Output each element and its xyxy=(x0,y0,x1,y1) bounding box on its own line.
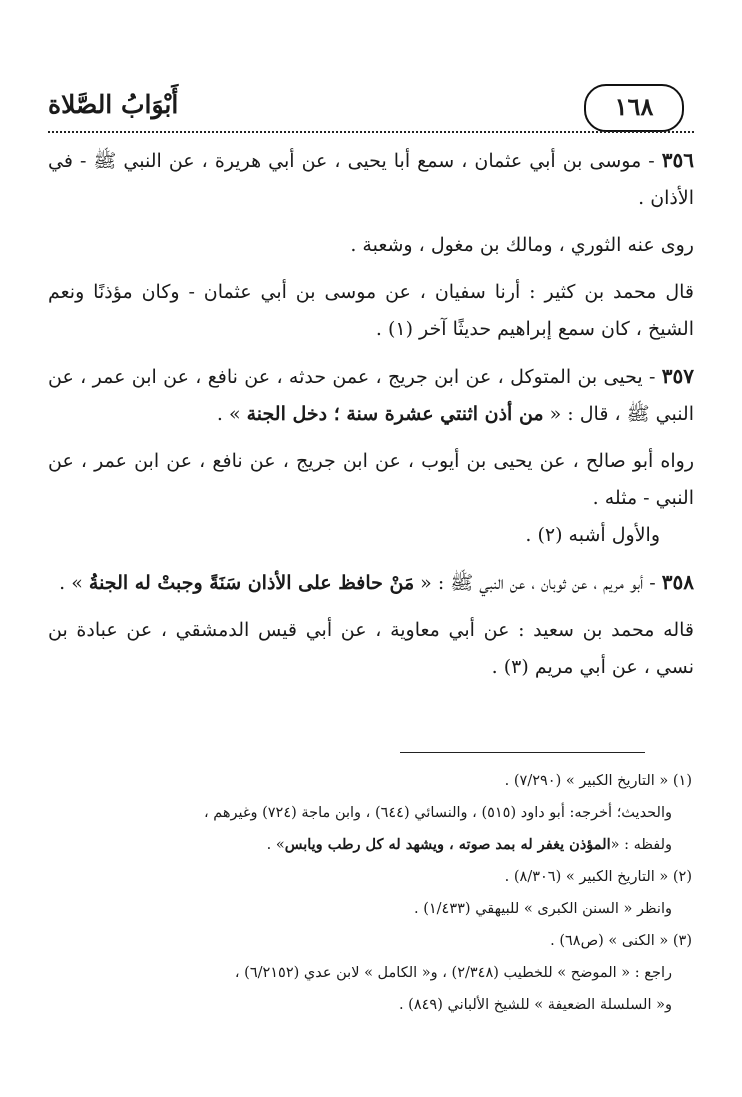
narration-paragraph xyxy=(48,612,694,686)
narration-paragraph xyxy=(48,443,694,517)
narration-paragraph xyxy=(48,517,694,554)
footnote-line: و« السلسلة الضعيفة » للشيخ الألباني (٨٤٩) . xyxy=(398,997,672,1013)
hadith-text: من أذن اثنتي عشرة سنة ؛ دخل الجنة xyxy=(246,403,544,425)
entry-357 xyxy=(48,358,694,433)
footnotes xyxy=(48,765,692,1021)
hadith-text: مَنْ حافظ على الأذان سَنَةً وجبتْ له الجنةُ xyxy=(88,572,415,594)
entry-number: ٣٥٧ xyxy=(661,364,694,388)
paragraph-text: قاله محمد بن سعيد : عن أبي معاوية ، عن أبي قيس الدمشقي ، عن عبادة بن نسي ، عن أبي مريم (٣) . xyxy=(48,619,694,678)
footnote-line xyxy=(48,829,692,861)
entry-356 xyxy=(48,142,694,217)
paragraph-text: رواه أبو صالح ، عن يحيى بن أيوب ، عن ابن جريج ، عن نافع ، عن ابن عمر ، عن النبي - مثله . xyxy=(48,450,694,509)
footnote-1: (١) « التاريخ الكبير » (٧/٢٩٠) . xyxy=(504,773,692,789)
narration-paragraph xyxy=(48,274,694,348)
entry-text: - موسى بن أبي عثمان ، سمع أبا يحيى ، عن أبي هريرة ، عن النبي ﷺ - في الأذان . xyxy=(48,150,694,209)
footnote-text-end: » . xyxy=(266,837,285,853)
entry-number: ٣٥٨ xyxy=(661,570,694,594)
narration-paragraph xyxy=(48,227,694,264)
entry-358 xyxy=(48,564,694,602)
main-text xyxy=(48,142,694,696)
entry-text-end: » . xyxy=(59,572,89,594)
entry-text-end: » . xyxy=(216,403,247,425)
entry-text: - أبو مريم ، عن ثوبان ، عن النبي ﷺ : « xyxy=(414,572,656,594)
footnote-3: (٣) « الكنى » (ص٦٨) . xyxy=(550,933,692,949)
footnote-line: والحديث؛ أخرجه: أبو داود (٥١٥) ، والنسائي (٦٤٤) ، وابن ماجة (٧٢٤) وغيرهم ، xyxy=(203,805,672,821)
footnote-text: ولفظه : « xyxy=(610,837,672,853)
footnote-2: (٢) « التاريخ الكبير » (٨/٣٠٦) . xyxy=(504,869,692,885)
header-divider xyxy=(48,131,694,135)
entry-number: ٣٥٦ xyxy=(661,148,694,172)
page-header xyxy=(48,84,694,132)
page-number-badge: ١٦٨ xyxy=(584,84,684,132)
hadith-quote: المؤذن يغفر له بمد صوته ، ويشهد له كل رطب ويابس xyxy=(284,836,611,853)
paragraph-text: والأول أشبه (٢) . xyxy=(525,524,660,546)
footnote-line: راجع : « الموضح » للخطيب (٢/٣٤٨) ، و« الكامل » لابن عدي (٦/٢١٥٢) ، xyxy=(234,965,672,981)
footnote-line: وانظر « السنن الكبرى » للبيهقي (١/٤٣٣) . xyxy=(413,901,672,917)
chapter-title: أَبْوَابُ الصَّلاة xyxy=(48,90,179,119)
paragraph-text: روى عنه الثوري ، ومالك بن مغول ، وشعبة . xyxy=(350,234,694,256)
footnote-divider xyxy=(400,752,645,753)
paragraph-text: قال محمد بن كثير : أرنا سفيان ، عن موسى بن أبي عثمان - وكان مؤذنًا ونعم الشيخ ، كان سمع إبراهيم حديثًا آخر (١) . xyxy=(48,281,694,340)
entry-text: - يحيى بن المتوكل ، عن ابن جريج ، عمن حدثه ، عن نافع ، عن ابن عمر ، عن النبي ﷺ ، قال : « xyxy=(48,366,694,425)
